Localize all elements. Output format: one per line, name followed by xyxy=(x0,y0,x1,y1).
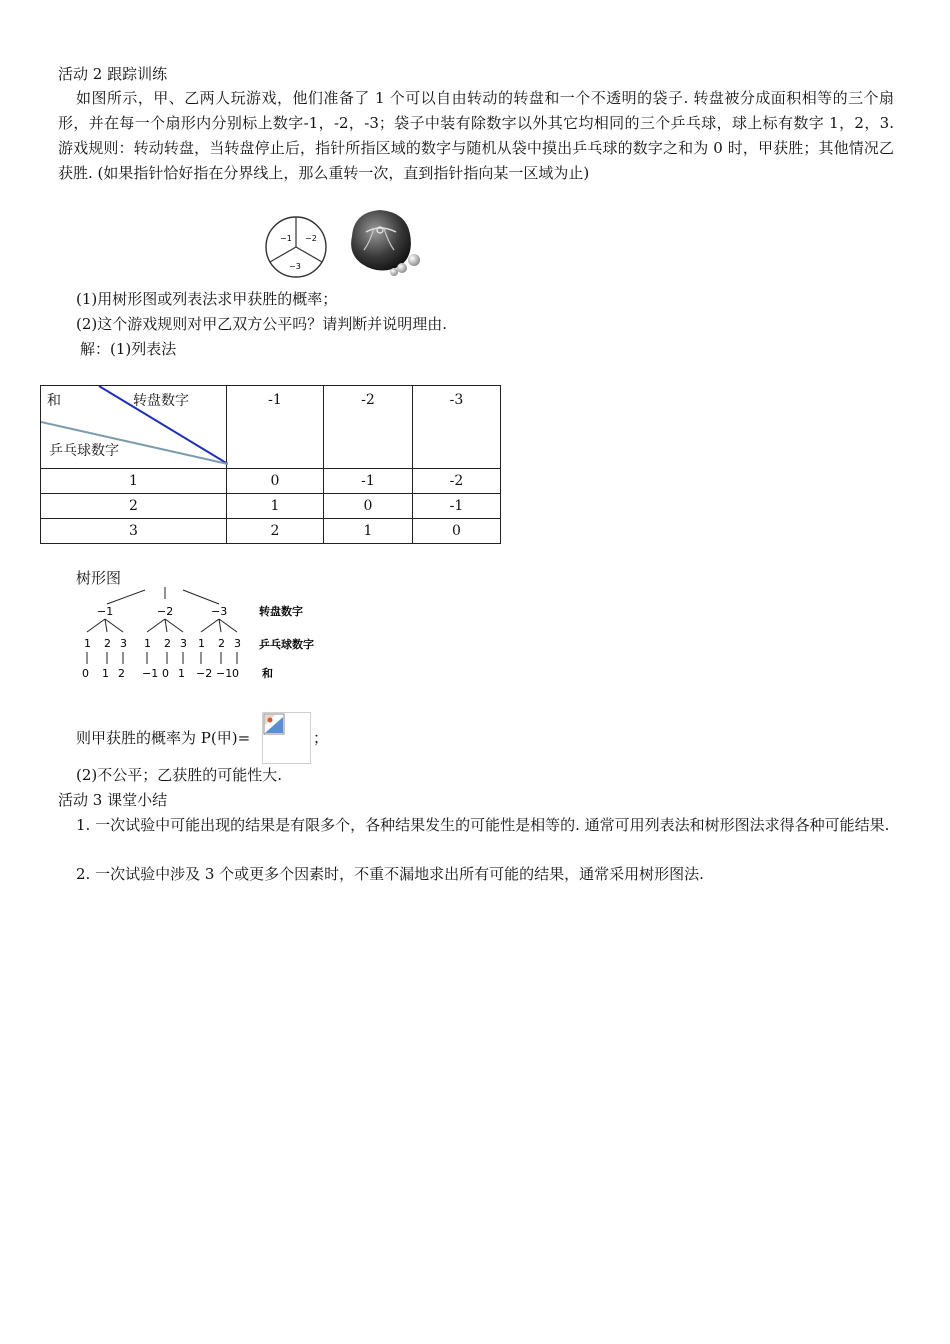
summary-point-2: 2. 一次试验中涉及 3 个或更多个因素时，不重不漏地求出所有可能的结果，通常采用树形图法. xyxy=(76,865,704,883)
tree-spinner-label: 转盘数字 xyxy=(259,605,303,618)
table-cell: 0 xyxy=(324,494,413,519)
tree-ball-node: 1 xyxy=(84,637,91,650)
tree-sum-node: 0 xyxy=(232,667,239,680)
activity3-heading: 活动 3 课堂小结 xyxy=(58,791,168,809)
corner-sum-label: 和 xyxy=(47,393,61,409)
tree-root-node: −2 xyxy=(157,605,174,618)
tree-title: 树形图 xyxy=(76,569,122,587)
question-1: (1)用树形图或列表法求甲获胜的概率； xyxy=(76,290,338,308)
table-cell: 0 xyxy=(227,469,324,494)
tree-branch-line xyxy=(201,619,219,632)
activity2-heading: 活动 2 跟踪训练 xyxy=(58,65,168,83)
row-label: 1 xyxy=(41,469,227,494)
broken-image-icon xyxy=(263,713,285,735)
tree-ball-node: 1 xyxy=(198,637,205,650)
bag-icon xyxy=(344,206,426,278)
col-header: -3 xyxy=(413,386,501,469)
corner-ball-label: 乒乓球数字 xyxy=(49,443,119,459)
table-cell: -1 xyxy=(413,494,501,519)
spinner-label-1: −1 xyxy=(280,234,292,243)
tree-ball-node: 3 xyxy=(120,637,127,650)
sum-table xyxy=(40,385,501,544)
tree-branch-line xyxy=(219,619,237,632)
tree-diagram xyxy=(75,584,345,684)
row-label: 2 xyxy=(41,494,227,519)
probability-suffix: ； xyxy=(313,729,329,747)
answer-2: (2)不公平；乙获胜的可能性大. xyxy=(76,766,283,784)
tree-branch-line xyxy=(219,619,221,632)
tree-ball-node: 2 xyxy=(164,637,171,650)
tree-ball-node: 2 xyxy=(104,637,111,650)
tree-ball-node: 1 xyxy=(144,637,151,650)
tree-sum-node: −1 xyxy=(216,667,233,680)
tree-ball-node: 2 xyxy=(218,637,225,650)
table-row xyxy=(41,494,501,519)
table-header-row xyxy=(41,386,501,469)
tree-branch-line xyxy=(147,619,165,632)
col-header: -1 xyxy=(227,386,324,469)
tree-sum-node: −2 xyxy=(196,667,213,680)
table-row xyxy=(41,519,501,544)
spinner-figure xyxy=(262,214,340,284)
tree-root-node: −3 xyxy=(211,605,228,618)
spinner-label-2: −2 xyxy=(305,234,317,243)
summary-point-1: 1. 一次试验中可能出现的结果是有限多个，各种结果发生的可能性是相等的. 通常可用列表法和树形图法求得各种可能结果. xyxy=(76,816,890,834)
tree-sum-node: 1 xyxy=(178,667,185,680)
tree-sum-node: 0 xyxy=(162,667,169,680)
table-cell: -1 xyxy=(324,469,413,494)
table-cell: 1 xyxy=(324,519,413,544)
tree-sum-node: 0 xyxy=(82,667,89,680)
probability-text: 则甲获胜的概率为 P(甲)= xyxy=(76,729,251,747)
tree-branch-line xyxy=(165,619,167,632)
tree-root-node: −1 xyxy=(97,605,114,618)
tree-branch-line xyxy=(105,619,107,632)
tree-sum-node: 1 xyxy=(102,667,109,680)
tree-ball-label: 乒乓球数字 xyxy=(259,638,314,651)
row-label: 3 xyxy=(41,519,227,544)
tree-branch-line xyxy=(165,619,183,632)
table-cell: 2 xyxy=(227,519,324,544)
tree-ball-node: 3 xyxy=(180,637,187,650)
table-cell: -2 xyxy=(413,469,501,494)
table-row xyxy=(41,469,501,494)
table-cell: 0 xyxy=(413,519,501,544)
solution-intro: 解：(1)列表法 xyxy=(80,340,177,358)
col-header: -2 xyxy=(324,386,413,469)
table-corner-cell xyxy=(41,386,227,469)
corner-spinner-label: 转盘数字 xyxy=(133,393,189,409)
tree-sum-node: 2 xyxy=(118,667,125,680)
spinner-label-3: −3 xyxy=(289,262,301,271)
tree-sum-node: −1 xyxy=(142,667,159,680)
problem-text: 如图所示，甲、乙两人玩游戏，他们准备了 1 个可以自由转动的转盘和一个不透明的袋子. 转盘被分成面积相等的三个扇形，并在每一个扇形内分别标上数字-1，-2，-3；袋子中装有除数字以外其它均相同的三个乒乓球，球上标有数字 1，2，3. 游戏规则：转动转盘，当转盘停止后，指针所指区域的数字与随机从袋中摸出乒乓球的数字之和为 0 时，甲获胜；其他情况乙获胜. (如果指针恰好指在分界线上，那么重转一次，直到指针指向某一区域为止) xyxy=(58,89,894,182)
tree-branch-line xyxy=(105,619,123,632)
fraction-image-placeholder xyxy=(262,712,311,764)
tree-branch-line xyxy=(87,619,105,632)
tree-ball-node: 3 xyxy=(234,637,241,650)
tree-sum-label: 和 xyxy=(262,667,273,680)
table-cell: 1 xyxy=(227,494,324,519)
question-2: (2)这个游戏规则对甲乙双方公平吗？请判断并说明理由. xyxy=(76,315,448,333)
